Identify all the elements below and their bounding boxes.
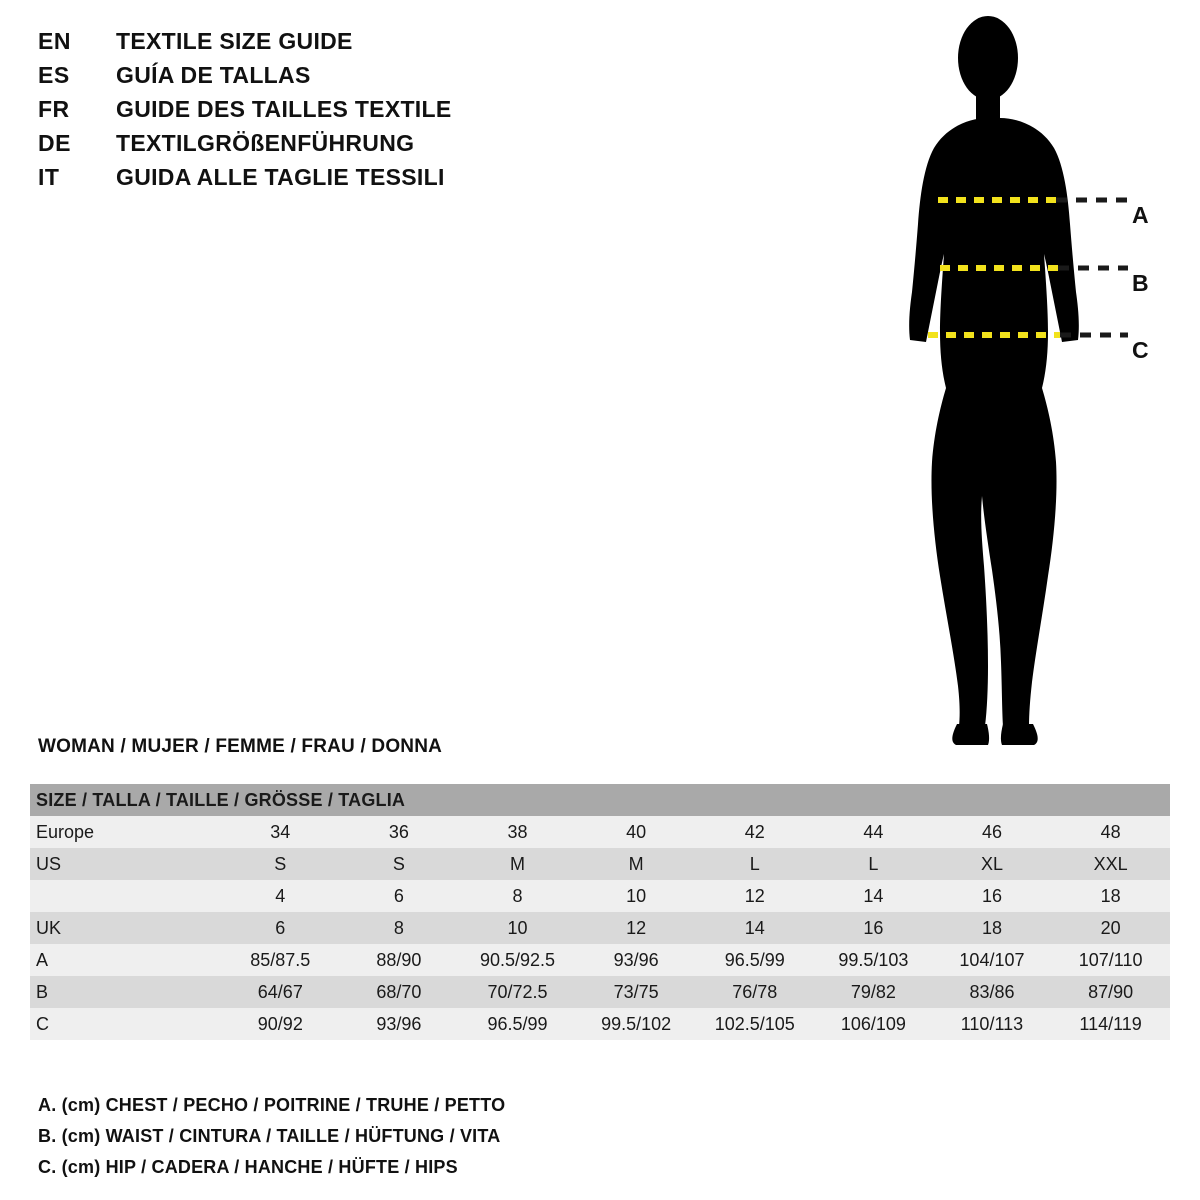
table-row xyxy=(30,880,1170,912)
cell-uk-7: 20 xyxy=(1051,912,1170,944)
language-text-it: GUIDA ALLE TAGLIE TESSILI xyxy=(116,164,445,190)
row-label-b: B xyxy=(30,976,221,1008)
cell-usnum-4: 12 xyxy=(695,880,814,912)
cell-usnum-5: 14 xyxy=(814,880,933,912)
cell-uk-4: 14 xyxy=(695,912,814,944)
table-row xyxy=(30,848,1170,880)
cell-uk-5: 16 xyxy=(814,912,933,944)
cell-us-3: M xyxy=(577,848,696,880)
cell-c-7: 114/119 xyxy=(1051,1008,1170,1040)
cell-b-2: 70/72.5 xyxy=(458,976,577,1008)
cell-a-7: 107/110 xyxy=(1051,944,1170,976)
cell-a-5: 99.5/103 xyxy=(814,944,933,976)
language-code-fr: FR xyxy=(38,96,70,122)
cell-a-1: 88/90 xyxy=(340,944,459,976)
measurement-legend xyxy=(38,1090,838,1183)
row-label-uk: UK xyxy=(30,912,221,944)
cell-europe-2: 38 xyxy=(458,816,577,848)
measure-label-a: A xyxy=(1132,202,1149,228)
section-title: WOMAN / MUJER / FEMME / FRAU / DONNA xyxy=(38,736,443,757)
cell-us-6: XL xyxy=(933,848,1052,880)
cell-c-6: 110/113 xyxy=(933,1008,1052,1040)
language-row-de xyxy=(38,130,658,164)
language-title-block xyxy=(38,28,658,198)
row-label-us-numeric xyxy=(30,880,221,912)
silhouette-body-icon xyxy=(909,16,1079,745)
table-header-row xyxy=(30,784,1170,816)
cell-usnum-2: 8 xyxy=(458,880,577,912)
size-table xyxy=(30,784,1170,1040)
cell-c-5: 106/109 xyxy=(814,1008,933,1040)
table-row xyxy=(30,816,1170,848)
cell-us-4: L xyxy=(695,848,814,880)
language-text-es: GUÍA DE TALLAS xyxy=(116,62,311,88)
cell-c-1: 93/96 xyxy=(340,1008,459,1040)
table-row xyxy=(30,912,1170,944)
cell-c-4: 102.5/105 xyxy=(695,1008,814,1040)
cell-usnum-0: 4 xyxy=(221,880,340,912)
language-code-es: ES xyxy=(38,62,70,88)
language-row-fr xyxy=(38,96,658,130)
cell-a-3: 93/96 xyxy=(577,944,696,976)
table-header-label: SIZE / TALLA / TAILLE / GRÖSSE / TAGLIA xyxy=(30,784,1170,816)
cell-europe-6: 46 xyxy=(933,816,1052,848)
cell-uk-3: 12 xyxy=(577,912,696,944)
language-text-fr: GUIDE DES TAILLES TEXTILE xyxy=(116,96,452,122)
language-row-it xyxy=(38,164,658,198)
cell-us-1: S xyxy=(340,848,459,880)
row-label-a: A xyxy=(30,944,221,976)
row-label-us: US xyxy=(30,848,221,880)
cell-us-0: S xyxy=(221,848,340,880)
legend-note-c: C. (cm) HIP / CADERA / HANCHE / HÜFTE / HIPS xyxy=(38,1157,458,1177)
table-row xyxy=(30,976,1170,1008)
cell-usnum-7: 18 xyxy=(1051,880,1170,912)
cell-europe-3: 40 xyxy=(577,816,696,848)
cell-c-0: 90/92 xyxy=(221,1008,340,1040)
cell-usnum-3: 10 xyxy=(577,880,696,912)
cell-europe-0: 34 xyxy=(221,816,340,848)
cell-a-4: 96.5/99 xyxy=(695,944,814,976)
table-row xyxy=(30,1008,1170,1040)
female-silhouette-figure xyxy=(860,10,1190,750)
cell-b-4: 76/78 xyxy=(695,976,814,1008)
cell-uk-0: 6 xyxy=(221,912,340,944)
language-code-it: IT xyxy=(38,164,60,190)
cell-a-0: 85/87.5 xyxy=(221,944,340,976)
cell-b-7: 87/90 xyxy=(1051,976,1170,1008)
row-label-europe: Europe xyxy=(30,816,221,848)
cell-us-7: XXL xyxy=(1051,848,1170,880)
language-code-de: DE xyxy=(38,130,71,156)
cell-europe-5: 44 xyxy=(814,816,933,848)
cell-b-0: 64/67 xyxy=(221,976,340,1008)
language-text-en: TEXTILE SIZE GUIDE xyxy=(116,28,353,54)
cell-us-2: M xyxy=(458,848,577,880)
cell-b-6: 83/86 xyxy=(933,976,1052,1008)
legend-note-a: A. (cm) CHEST / PECHO / POITRINE / TRUHE / PETTO xyxy=(38,1095,506,1115)
cell-c-2: 96.5/99 xyxy=(458,1008,577,1040)
legend-note-b: B. (cm) WAIST / CINTURA / TAILLE / HÜFTUNG / VITA xyxy=(38,1126,501,1146)
cell-usnum-6: 16 xyxy=(933,880,1052,912)
row-label-c: C xyxy=(30,1008,221,1040)
cell-europe-1: 36 xyxy=(340,816,459,848)
cell-a-2: 90.5/92.5 xyxy=(458,944,577,976)
cell-c-3: 99.5/102 xyxy=(577,1008,696,1040)
cell-a-6: 104/107 xyxy=(933,944,1052,976)
cell-b-1: 68/70 xyxy=(340,976,459,1008)
cell-usnum-1: 6 xyxy=(340,880,459,912)
language-text-de: TEXTILGRÖßENFÜHRUNG xyxy=(116,130,415,156)
language-code-en: EN xyxy=(38,28,71,54)
cell-europe-7: 48 xyxy=(1051,816,1170,848)
measure-label-b: B xyxy=(1132,270,1149,296)
cell-b-3: 73/75 xyxy=(577,976,696,1008)
cell-us-5: L xyxy=(814,848,933,880)
cell-uk-1: 8 xyxy=(340,912,459,944)
table-row xyxy=(30,944,1170,976)
cell-uk-6: 18 xyxy=(933,912,1052,944)
language-row-en xyxy=(38,28,658,62)
cell-b-5: 79/82 xyxy=(814,976,933,1008)
language-row-es xyxy=(38,62,658,96)
cell-europe-4: 42 xyxy=(695,816,814,848)
measure-label-c: C xyxy=(1132,337,1149,363)
cell-uk-2: 10 xyxy=(458,912,577,944)
